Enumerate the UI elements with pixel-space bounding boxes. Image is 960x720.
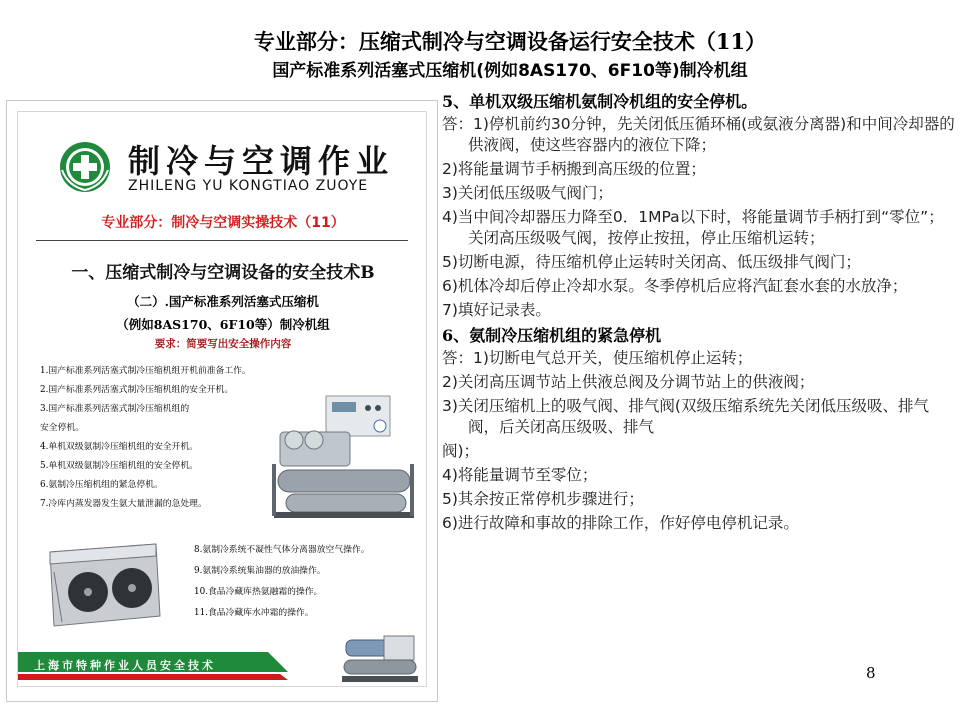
section5-item: 5)切断电源，待压缩机停止运转时关闭高、低压级排气阀门； xyxy=(442,253,861,271)
poster-subheading-2: （例如8AS170、6F10等）制冷机组 xyxy=(116,317,330,332)
section6-heading: 6、氨制冷压缩机组的紧急停机 xyxy=(442,326,662,345)
poster-item: 6.氨制冷压缩机组的紧急停机。 xyxy=(40,480,163,490)
section6-item: 4)将能量调节至零位； xyxy=(442,466,598,484)
poster-item: 3.国产标准系列活塞式制冷压缩机组的 xyxy=(40,404,190,414)
poster-item: 1.国产标准系列活塞式制冷压缩机组开机前准备工作。 xyxy=(40,366,251,376)
poster-item: 9.氨制冷系统集油器的放油操作。 xyxy=(194,566,326,576)
slide-title: 专业部分：压缩式制冷与空调设备运行安全技术（11） xyxy=(253,29,767,54)
poster-item: 4.单机双级氨制冷压缩机组的安全开机。 xyxy=(40,442,198,452)
section6-item: 答：1)切断电气总开关，使压缩机停止运转； xyxy=(442,349,753,367)
poster-item-list-2 xyxy=(194,540,426,624)
poster-inner xyxy=(17,111,427,687)
poster-divider xyxy=(36,240,408,241)
section6-item: 阀)； xyxy=(442,442,480,460)
poster-item: 8.氨制冷系统不凝性气体分离器放空气操作。 xyxy=(194,545,370,555)
poster-item: 10.食品冷藏库热氨融霜的操作。 xyxy=(194,587,323,597)
poster-frame xyxy=(6,100,438,702)
poster-item: 11.食品冷藏库水冲霜的操作。 xyxy=(194,608,314,618)
section5-item: 2)将能量调节手柄搬到高压级的位置； xyxy=(442,160,706,178)
poster-item: 5.单机双级氨制冷压缩机组的安全停机。 xyxy=(40,461,198,471)
chiller-unit-image xyxy=(268,392,418,522)
poster-subheading-1: （二）.国产标准系列活塞式压缩机 xyxy=(127,294,319,309)
page-number: 8 xyxy=(866,664,876,682)
section5-item: 7)填好记录表。 xyxy=(442,301,551,319)
poster-item: 7.冷库内蒸发器发生氨大量泄漏的急处理。 xyxy=(40,499,207,509)
compressor-unit-image xyxy=(340,632,420,686)
section6-item: 6)进行故障和事故的排除工作，作好停电停机记录。 xyxy=(442,514,799,532)
poster-heading: 一、压缩式制冷与空调设备的安全技术B xyxy=(71,263,375,283)
poster-subtitle: 专业部分：制冷与空调实操技术（11） xyxy=(101,215,345,231)
poster-requirement: 要求：简要写出安全操作内容 xyxy=(154,338,292,350)
section5-item: 6)机体冷却后停止冷却水泵。冬季停机后应将汽缸套水套的水放净； xyxy=(442,277,908,295)
section5-heading: 5、单机双级压缩机氨制冷机组的安全停机。 xyxy=(442,92,758,111)
poster-footer-text: 上海市特种作业人员安全技术 xyxy=(34,659,216,672)
section5-item: 答：1)停机前约30分钟，先关闭低压循环桶(或氨液分离器)和中间冷却器的供液阀，使这些容器内的液位下降； xyxy=(442,115,955,154)
poster-item: 安全停机。 xyxy=(40,423,84,433)
section6-item: 2)关闭高压调节站上供液总阀及分调节站上的供液阀； xyxy=(442,373,815,391)
content-column xyxy=(442,90,957,537)
section5-item: 4)当中间冷却器压力降至0．1MPa以下时，将能量调节手柄打到“零位”；关闭高压级吸气阀，按停止按扭，停止压缩机运转； xyxy=(442,208,944,247)
condenser-fans-image xyxy=(40,542,166,632)
slide-subtitle: 国产标准系列活塞式压缩机(例如8AS170、6F10等)制冷机组 xyxy=(272,61,748,81)
section5-item: 3)关闭低压级吸气阀门； xyxy=(442,184,613,202)
poster-brand-en: ZHILENG YU KONGTIAO ZUOYE xyxy=(128,178,369,194)
section6-item: 5)其余按正常停机步骤进行； xyxy=(442,490,644,508)
poster-brand-cn: 制冷与空调作业 xyxy=(128,142,395,180)
section6-item: 3)关闭压缩机上的吸气阀、排气阀(双级压缩系统先关闭低压级吸、排气阀，后关闭高压级吸、排气 xyxy=(442,397,929,436)
safety-cross-logo-icon xyxy=(58,140,112,194)
poster-item: 2.国产标准系列活塞式制冷压缩机组的安全开机。 xyxy=(40,385,234,395)
